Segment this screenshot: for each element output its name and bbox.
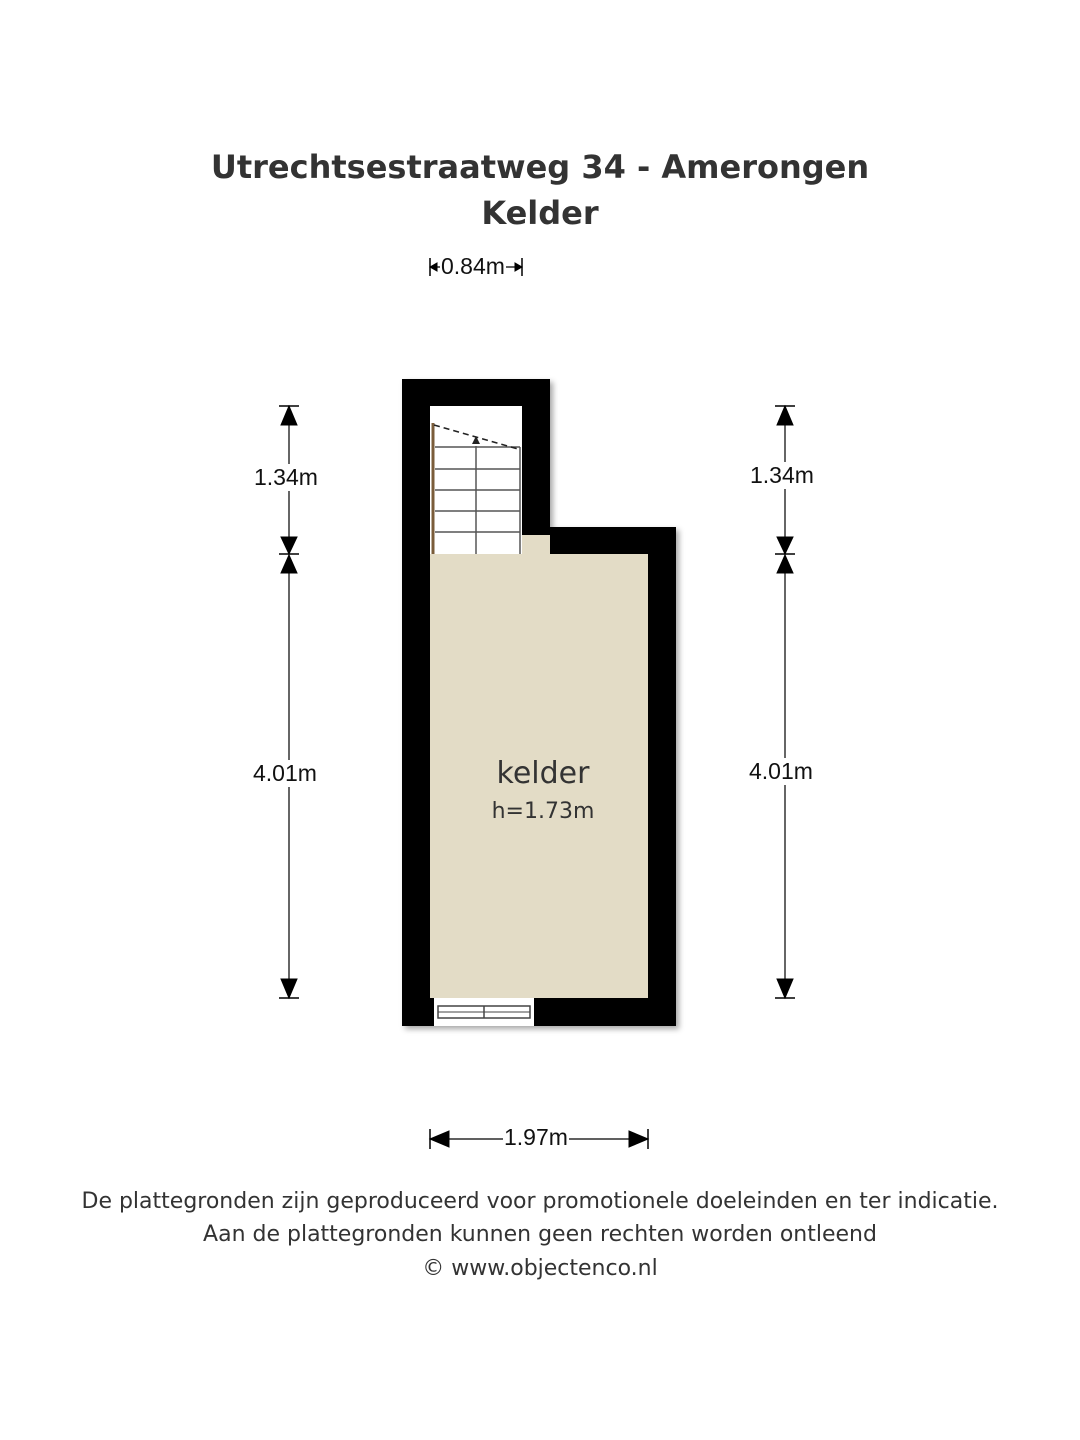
window — [434, 998, 534, 1026]
dim-label-right-upper: 1.34m — [750, 462, 814, 488]
dim-label-left-upper: 1.34m — [254, 464, 318, 490]
room-name: kelder — [496, 756, 590, 791]
dim-label-top-width: 0.84m — [441, 253, 505, 279]
floor-name: Kelder — [481, 194, 599, 232]
dimension-left — [279, 406, 299, 998]
staircase — [431, 423, 522, 554]
copyright-line: © www.objectenco.nl — [422, 1256, 658, 1281]
dim-label-right-lower: 4.01m — [749, 758, 813, 784]
disclaimer-line-2: Aan de plattegronden kunnen geen rechten worden ontleend — [203, 1222, 877, 1247]
dimension-right — [775, 406, 795, 998]
plan-title: Utrechtsestraatweg 34 - Amerongen — [210, 148, 870, 186]
dim-label-bottom-width: 1.97m — [504, 1124, 568, 1150]
disclaimer-line-1: De plattegronden zijn geproduceerd voor promotionele doeleinden en ter indicatie. — [81, 1189, 999, 1214]
room-height: h=1.73m — [491, 799, 595, 824]
dim-label-left-lower: 4.01m — [253, 760, 317, 786]
